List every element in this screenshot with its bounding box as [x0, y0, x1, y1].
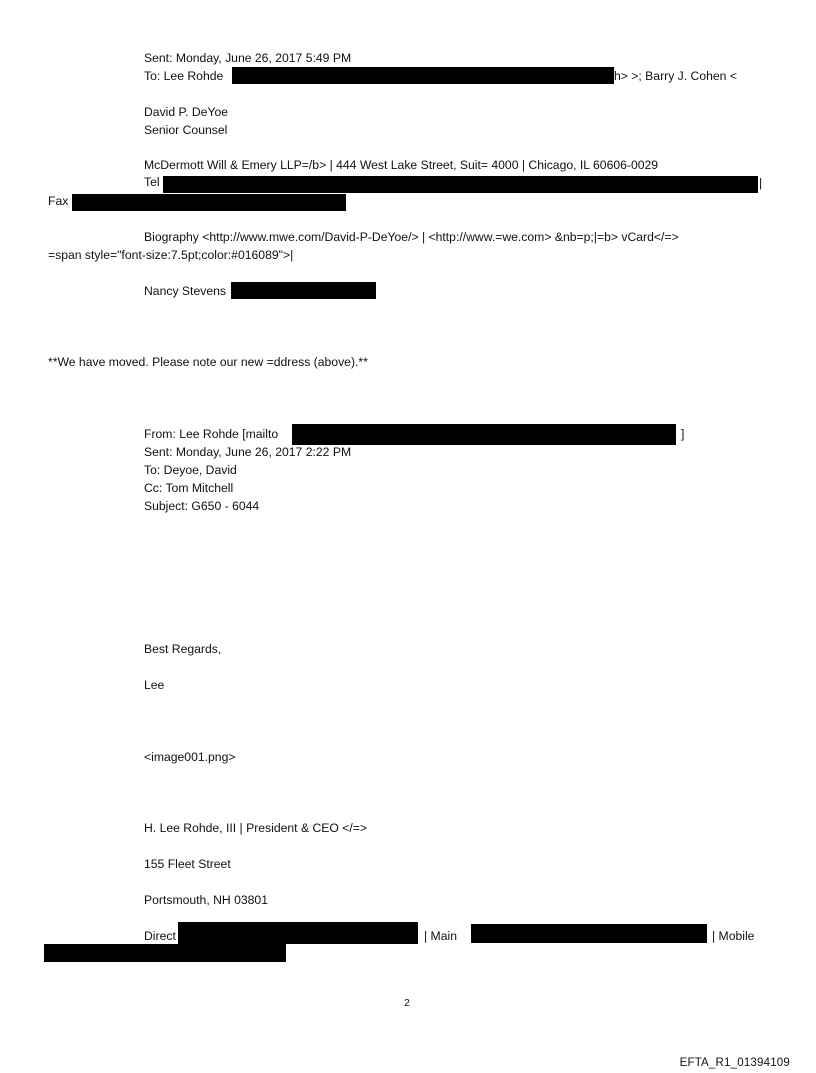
redaction-bar	[292, 424, 676, 445]
signature-title: Senior Counsel	[144, 123, 228, 137]
span-style-line: =span style="font-size:7.5pt;color:#016089">|	[48, 248, 294, 262]
page-number: 2	[404, 997, 410, 1009]
moved-notice: **We have moved. Please note our new =ddress (above).**	[48, 355, 368, 369]
tel-label: Tel	[144, 175, 160, 189]
firm-address-line: McDermott Will & Emery LLP=/b> | 444 West Lake Street, Suit= 4000 | Chicago, IL 60606-0029	[144, 158, 659, 172]
tel-line-end: |	[759, 176, 763, 190]
redaction-bar	[44, 944, 286, 962]
to-line-recipients: > >; Barry J. Cohen <	[620, 69, 737, 83]
mobile-label: | Mobile	[712, 929, 755, 943]
sent-line: Sent: Monday, June 26, 2017 5:49 PM	[144, 51, 352, 65]
redaction-bar	[72, 194, 346, 211]
quoted-from-prefix: From: Lee Rohde [mailto	[144, 427, 279, 441]
to-line-fragment: h	[614, 69, 621, 83]
signature-name: David P. DeYoe	[144, 105, 229, 119]
city-address: Portsmouth, NH 03801	[144, 893, 268, 907]
quoted-from-suffix: ]	[681, 427, 685, 441]
to-line-suffix	[614, 68, 737, 84]
street-address: 155 Fleet Street	[144, 857, 231, 871]
main-label: | Main	[424, 929, 457, 943]
redaction-bar	[231, 282, 376, 299]
quoted-sent: Sent: Monday, June 26, 2017 2:22 PM	[144, 445, 352, 459]
redaction-bar	[163, 176, 758, 193]
document-id: EFTA_R1_01394109	[679, 1057, 790, 1069]
redaction-bar	[471, 924, 707, 943]
fax-label: Fax	[48, 194, 69, 208]
redaction-bar	[232, 67, 614, 84]
quoted-cc: Cc: Tom Mitchell	[144, 481, 234, 495]
sender-signature-line: H. Lee Rohde, III | President & CEO </=>	[144, 821, 367, 835]
quoted-subject: Subject: G650 - 6044	[144, 499, 260, 513]
to-line-prefix: To: Lee Rohde	[144, 69, 224, 83]
assistant-name: Nancy Stevens	[144, 284, 226, 298]
quoted-to: To: Deyoe, David	[144, 463, 237, 477]
direct-label: Direct	[144, 929, 176, 943]
best-regards: Best Regards,	[144, 642, 222, 656]
closing-name: Lee	[144, 678, 165, 692]
biography-line: Biography <http://www.mwe.com/David-P-DeYoe/> | <http://www.=we.com> &nb=p;|=b> vCard</=>	[144, 230, 679, 244]
image-reference: <image001.png>	[144, 750, 236, 764]
redaction-bar	[178, 922, 418, 944]
